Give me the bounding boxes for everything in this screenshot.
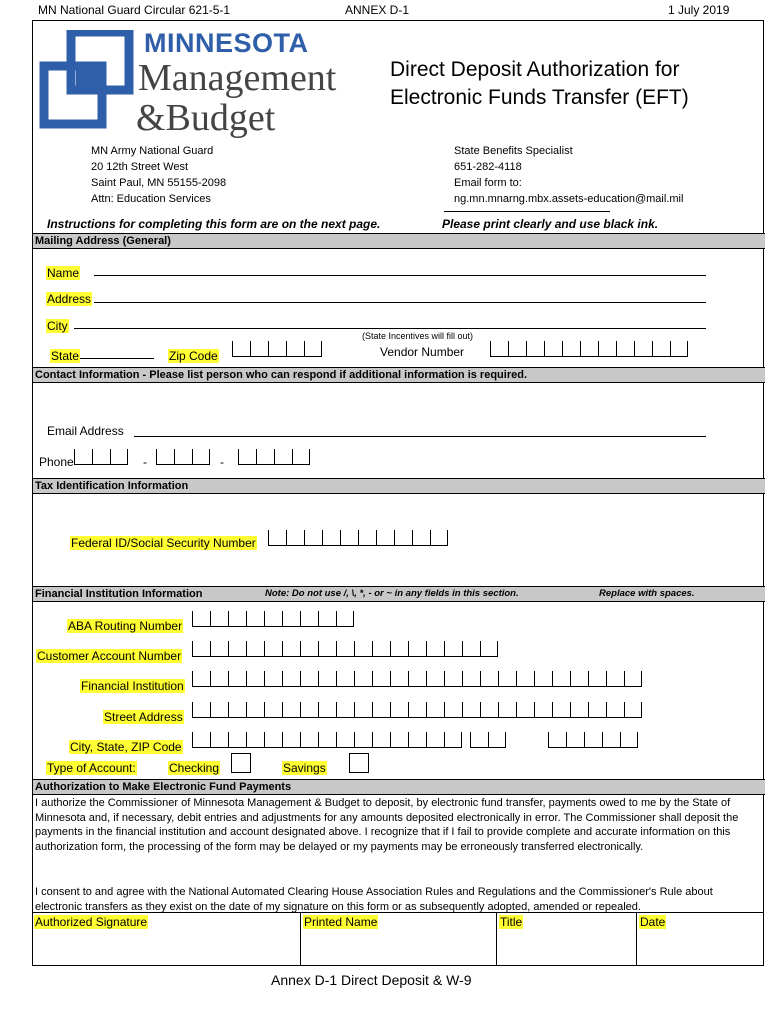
vendor-number-label: Vendor Number [380, 345, 465, 359]
name-label: Name [47, 266, 80, 280]
mmb-logo [38, 28, 337, 140]
contact-line: State Benefits Specialist [454, 145, 573, 157]
account-type-label: Type of Account: [47, 761, 136, 775]
logo-line-minnesota: MINNESOTA [144, 28, 309, 58]
city-label: City [47, 319, 68, 333]
phone-dash: - [143, 455, 147, 469]
date-cell[interactable] [636, 912, 764, 966]
address-line: Saint Paul, MN 55155-2098 [91, 177, 227, 189]
institution-boxes[interactable] [192, 671, 642, 689]
city-state-zip-label: City, State, ZIP Code [70, 740, 182, 754]
instructions-note: Instructions for completing this form are on the next page. [47, 217, 381, 231]
page-footer: Annex D-1 Direct Deposit & W-9 [271, 972, 472, 988]
bank-zip-boxes[interactable] [548, 732, 638, 750]
state-label: State [51, 349, 80, 363]
account-number-boxes[interactable] [192, 641, 498, 659]
section-tax-identification: Tax Identification Information [33, 478, 765, 494]
city-field[interactable] [74, 328, 706, 329]
section-authorization: Authorization to Make Electronic Fund Payments [33, 779, 765, 795]
logo-line-management: Management [138, 57, 337, 99]
section-mailing-address: Mailing Address (General) [33, 233, 765, 249]
address-line: Attn: Education Services [91, 193, 211, 205]
header-date: 1 July 2019 [668, 3, 730, 17]
bank-state-boxes[interactable] [470, 732, 506, 750]
street-address-label: Street Address [104, 710, 183, 724]
consent-paragraph: I consent to and agree with the National Automated Clearing House Association Rules and Regulations and the Commissioner's Rule about electronic transfers as they exist on the date of my signature on this form or as subsequently adopted, amended or repealed. [35, 886, 713, 913]
header-annex: ANNEX D-1 [345, 3, 410, 17]
phone-area-code-boxes[interactable] [74, 449, 128, 467]
contact-line: Email form to: [454, 177, 522, 189]
contact-address-block [454, 143, 683, 207]
account-number-label: Customer Account Number [37, 649, 182, 663]
address-field[interactable] [94, 302, 706, 303]
street-address-boxes[interactable] [192, 702, 642, 720]
email-field[interactable] [134, 436, 706, 437]
phone-dash: - [220, 455, 224, 469]
checking-label: Checking [169, 761, 220, 775]
zip-code-boxes[interactable] [232, 341, 322, 359]
checking-checkbox[interactable] [231, 753, 251, 773]
address-label: Address [47, 292, 92, 306]
printed-name-cell[interactable] [300, 912, 496, 966]
title-line-2: Electronic Funds Transfer (EFT) [390, 86, 689, 109]
phone-label: Phone [39, 455, 74, 469]
section-contact-information: Contact Information - Please list person who can respond if additional information is required. [33, 367, 765, 383]
aba-routing-boxes[interactable] [192, 611, 354, 629]
address-line: 20 12th Street West [91, 161, 189, 173]
federal-id-label: Federal ID/Social Security Number [71, 536, 256, 550]
state-incentives-note: (State Incentives will fill out) [362, 331, 474, 341]
email-address-label: Email Address [47, 424, 124, 438]
state-field[interactable] [80, 358, 154, 359]
phone-prefix-boxes[interactable] [156, 449, 210, 467]
contact-line: 651-282-4118 [454, 161, 522, 173]
section-financial-institution [33, 586, 765, 602]
federal-id-boxes[interactable] [268, 530, 448, 548]
aba-routing-label: ABA Routing Number [68, 619, 183, 633]
title-label: Title [500, 915, 523, 929]
ink-note: Please print clearly and use black ink. [442, 217, 659, 231]
institution-label: Financial Institution [81, 679, 184, 693]
replace-note: Replace with spaces. [599, 588, 695, 599]
signature-cell[interactable] [32, 912, 300, 966]
printed-name-label: Printed Name [304, 915, 378, 929]
divider [444, 211, 610, 212]
address-line: MN Army National Guard [91, 145, 214, 157]
name-field[interactable] [94, 275, 706, 276]
financial-note: Note: Do not use /, \, *, - or ~ in any fields in this section. [265, 588, 519, 599]
date-label: Date [640, 915, 666, 929]
logo-line-budget: &Budget [136, 97, 276, 139]
zip-label: Zip Code [169, 349, 218, 363]
authorized-signature-label: Authorized Signature [35, 915, 148, 929]
phone-line-boxes[interactable] [238, 449, 310, 467]
title-line-1: Direct Deposit Authorization for [390, 58, 680, 81]
savings-label: Savings [283, 761, 326, 775]
savings-checkbox[interactable] [349, 753, 369, 773]
bank-city-boxes[interactable] [192, 732, 462, 750]
logo-squares-icon [38, 30, 138, 138]
header-circular: MN National Guard Circular 621-5-1 [38, 3, 231, 17]
page-title [390, 56, 730, 112]
vendor-number-boxes[interactable] [490, 341, 688, 359]
title-cell[interactable] [496, 912, 636, 966]
section-financial-title: Financial Institution Information [35, 588, 203, 600]
contact-email-link[interactable]: ng.mn.mnarng.mbx.assets-education@mail.mil [454, 193, 684, 205]
mailing-address-block [91, 143, 226, 207]
authorization-paragraph: I authorize the Commissioner of Minnesota Management & Budget to deposit, by electronic fund transfer, payments owed to me by the State of Minnesota and, if necessary, debit entries and adjustments for any amounts deposited electronically in error. The Commissioner shall deposit the payments in the financial institution and account designated above. I recognize that if I fail to provide complete and accurate information on this authorization form, the processing of the form may be delayed or my payments may be erroneously transferred electronically. [35, 797, 739, 853]
